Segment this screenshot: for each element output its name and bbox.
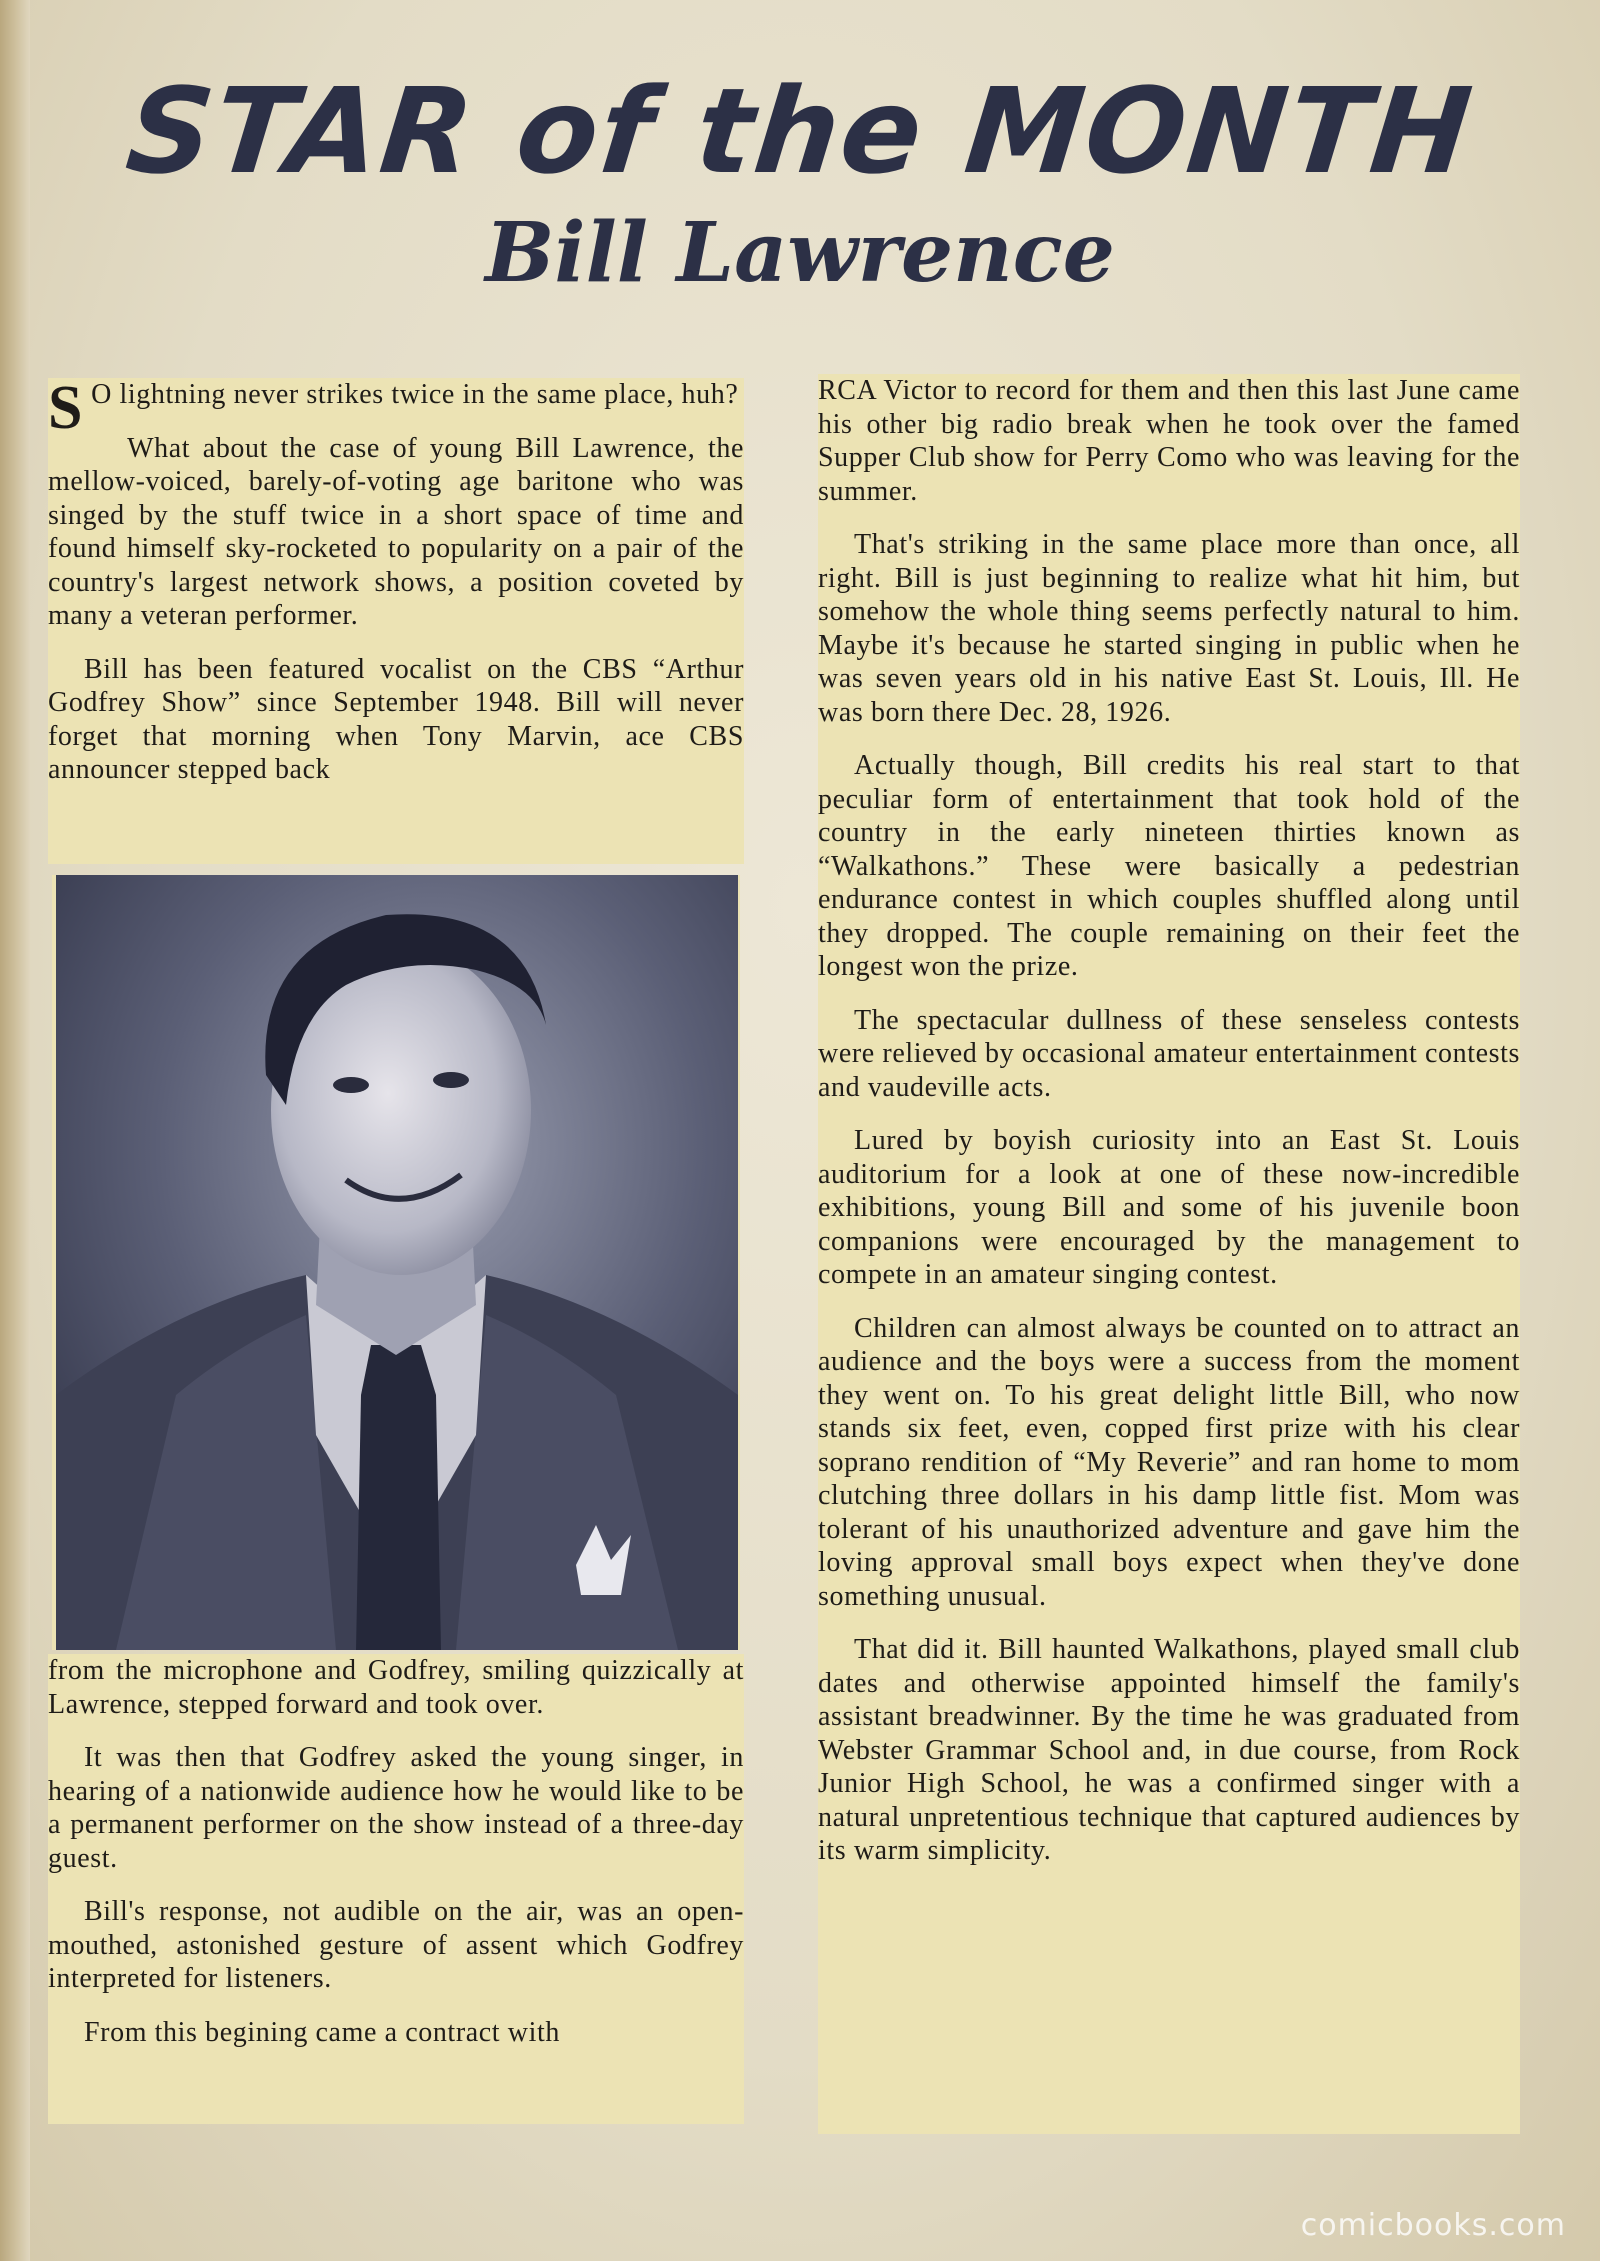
- portrait-photo: [56, 875, 738, 1650]
- page-spine-edge: [0, 0, 30, 2261]
- portrait-illustration: [56, 875, 738, 1650]
- page-title: STAR of the MONTH: [120, 62, 1480, 200]
- article-paragraph: Bill has been featured vocalist on the CBS “Arthur Godfrey Show” since September 1948. Bill will never forget that morning when Tony Marvin, ace CBS announcer stepped back: [48, 653, 744, 785]
- site-watermark: comicbooks.com: [1300, 2208, 1566, 2243]
- article-paragraph: RCA Victor to record for them and then this last June came his other big radio break when he took over the famed Supper Club show for Perry Como who was leaving for the summer.: [818, 375, 1520, 507]
- article-paragraph: That's striking in the same place more than once, all right. Bill is just beginning to realize what hit him, but somehow the whole thing seems perfectly natural to him. Maybe it's because he started singing in public when he was seven years old in his native East St. Louis, Ill. He was born there Dec. 28, 1926.: [818, 529, 1520, 728]
- article-paragraph: Children can almost always be counted on to attract an audience and the boys were a success from the moment they went on. To his great delight little Bill, who now stands six feet, even, copped first prize with his clear soprano rendition of “My Reverie” and ran home to mom clutching three dollars in his damp little fist. Mom was tolerant of his unauthorized adventure and gave him the loving approval small boys expect when they've done something unusual.: [818, 1312, 1520, 1612]
- article-paragraph: The spectacular dullness of these senseless contests were relieved by occasional amateur entertainment contests and vaudeville acts.: [818, 1004, 1520, 1103]
- portrait-photo-frame: [52, 875, 740, 1650]
- article-column-left-top: [48, 374, 744, 864]
- article-paragraph: S O lightning never strikes twice in the same place, huh?: [48, 374, 739, 442]
- drop-cap: S: [48, 374, 84, 442]
- article-paragraph: Actually though, Bill credits his real start to that peculiar form of entertainment that took hold of the country in the early nineteen thirties known as “Walkathons.” These were basically a pedestrian endurance contest in which couples shuffled along until they dropped. The couple remaining on their feet the longest won the prize.: [818, 750, 1520, 982]
- article-paragraph: Lured by boyish curiosity into an East St. Louis auditorium for a look at one of these now-incredible exhibitions, young Bill and some of his juvenile boon companions were encouraged by the management to compete in an amateur singing contest.: [818, 1125, 1520, 1290]
- article-paragraph: from the microphone and Godfrey, smiling quizzically at Lawrence, stepped forward and took over.: [48, 1655, 744, 1720]
- article-paragraph: That did it. Bill haunted Walkathons, played small club dates and otherwise appointed himself the family's assistant breadwinner. By the time he was graduated from Webster Grammar School and, in due course, from Rock Junior High School, he was a confirmed singer with a natural unpretentious technique that captured audiences by its warm simplicity.: [818, 1634, 1520, 1866]
- article-column-right: [818, 374, 1520, 2134]
- article-paragraph: What about the case of young Bill Lawrence, the mellow-voiced, barely-of-voting age baritone who was singed by the stuff twice in a short space of time and found himself sky-rocketed to popularity on a pair of the country's largest network shows, a position coveted by many a veteran performer.: [48, 432, 744, 631]
- star-name-subtitle: Bill Lawrence: [485, 205, 1115, 301]
- article-paragraph: From this begining came a contract with: [84, 2016, 560, 2048]
- article-column-left-bottom: [48, 1654, 744, 2124]
- article-paragraph: Bill's response, not audible on the air, was an open-mouthed, astonished gesture of assent which Godfrey interpreted for listeners.: [48, 1896, 744, 1994]
- article-paragraph: It was then that Godfrey asked the young singer, in hearing of a nationwide audience how he would like to be a permanent performer on the show instead of a three-day guest.: [48, 1742, 744, 1874]
